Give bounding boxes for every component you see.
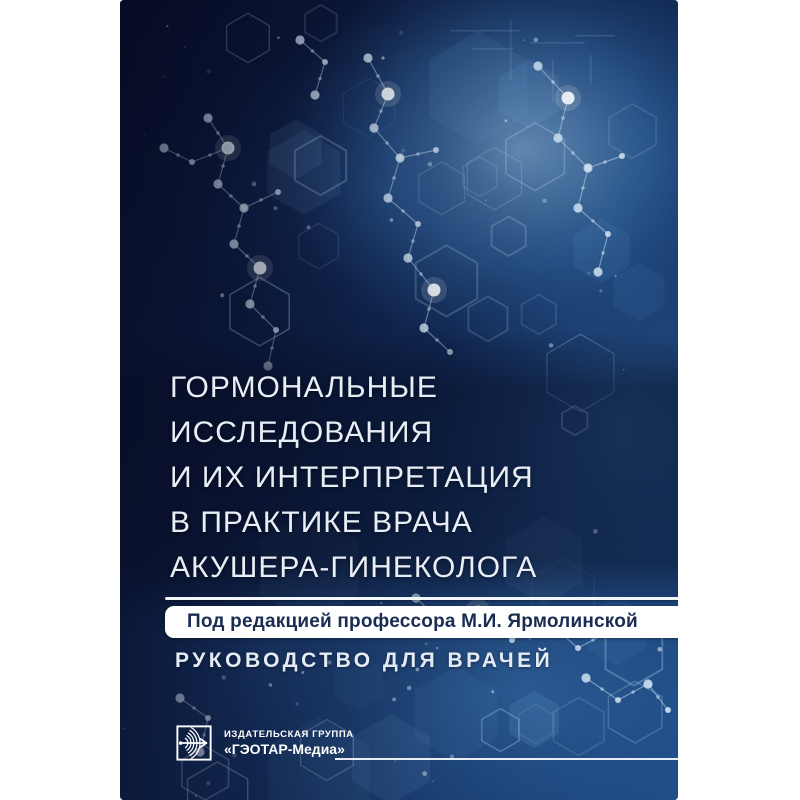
book-title-line: ГОРМОНАЛЬНЫЕ — [170, 371, 438, 404]
geotar-logo-icon — [175, 724, 213, 762]
editor-credit-text: Под редакцией профессора М.И. Ярмолинской — [187, 611, 638, 632]
publisher-name: «ГЭОТАР-Медиа» — [224, 741, 345, 757]
publisher-block — [175, 724, 354, 762]
book-title-line: В ПРАКТИКЕ ВРАЧА — [170, 506, 473, 539]
book-title-line: АКУШЕРА-ГИНЕКОЛОГА — [170, 551, 538, 584]
editor-credit-banner — [165, 606, 678, 638]
book-title-line: ИССЛЕДОВАНИЯ — [170, 416, 434, 449]
book-subtitle: РУКОВОДСТВО ДЛЯ ВРАЧЕЙ — [175, 649, 554, 672]
book-cover — [120, 0, 678, 800]
publisher-text — [224, 729, 354, 757]
divider-line — [165, 597, 678, 600]
book-title-line: И ИХ ИНТЕРПРЕТАЦИЯ — [170, 461, 534, 494]
footer-line — [335, 758, 678, 760]
book-title — [170, 365, 537, 590]
publisher-group-label: ИЗДАТЕЛЬСКАЯ ГРУППА — [224, 729, 354, 740]
